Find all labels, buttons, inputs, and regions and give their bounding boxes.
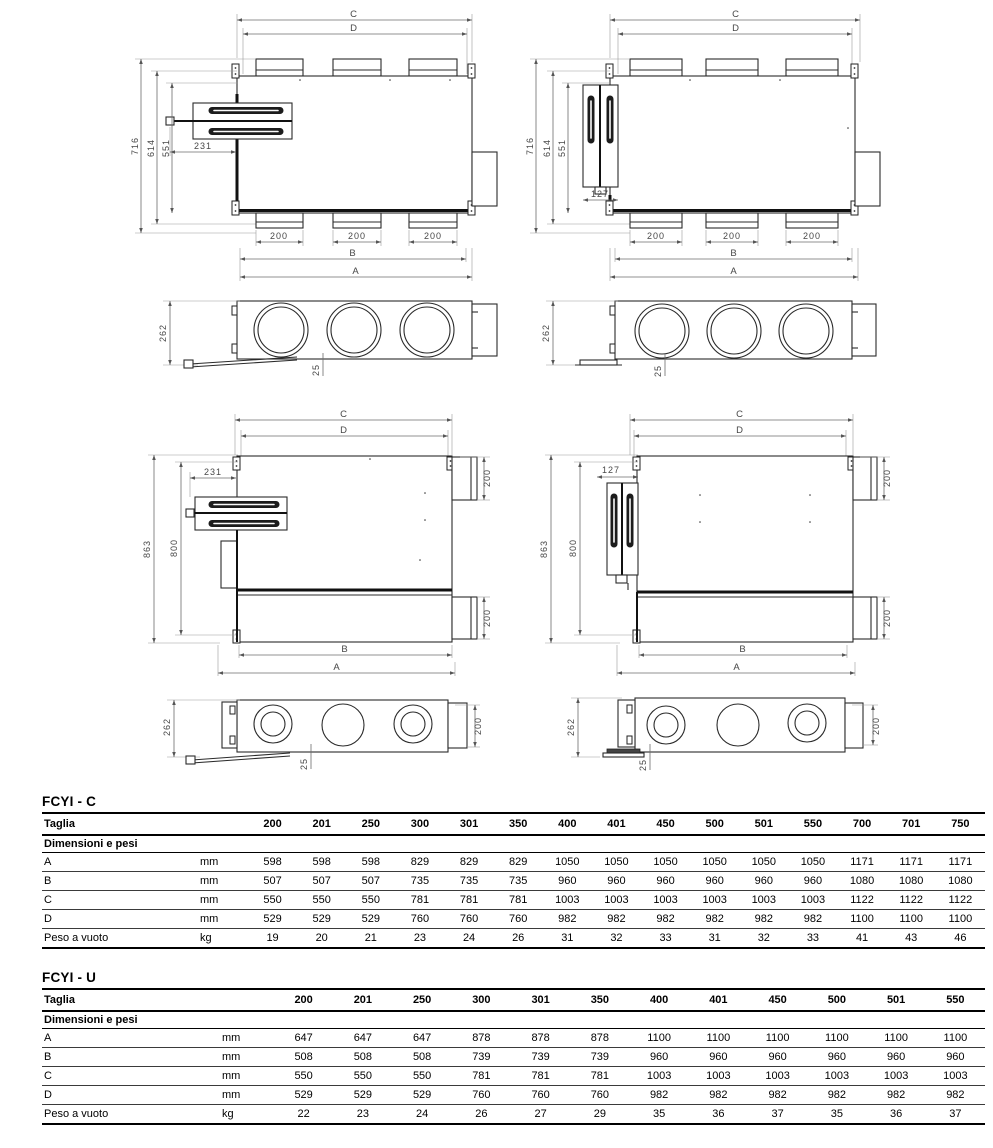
table-cell: 982: [689, 1086, 748, 1105]
table-cell: 781: [452, 1067, 511, 1086]
table-cell: 760: [452, 1086, 511, 1105]
unit-header: [198, 813, 248, 835]
row-label: C: [42, 891, 198, 910]
table-cell: 781: [570, 1067, 629, 1086]
table-cell: 400: [543, 813, 592, 835]
table-cell: 1050: [788, 853, 837, 872]
dimension-row-a: [42, 1029, 985, 1048]
table-cell: 700: [838, 813, 887, 835]
table-cell: 781: [445, 891, 494, 910]
dim-label: 716: [130, 136, 140, 156]
table-cell: 1100: [689, 1029, 748, 1048]
table-cell: 1003: [926, 1067, 985, 1086]
table-cell: 735: [494, 872, 543, 891]
dimension-row-b: [42, 872, 985, 891]
side-connection-box: [607, 483, 638, 590]
row-unit: mm: [220, 1067, 274, 1086]
table-cell: 529: [274, 1086, 333, 1105]
dim-label: 200: [482, 468, 492, 488]
table-title-fcyi-c: FCYI - C: [42, 794, 97, 809]
view-fcyi-c-plan: [130, 9, 497, 281]
table-cell: 960: [867, 1048, 926, 1067]
table-cell: 20: [297, 929, 346, 949]
dim-label: 200: [722, 231, 742, 241]
table-cell: 1003: [689, 1067, 748, 1086]
dim-label: 262: [541, 323, 551, 343]
table-cell: 1171: [887, 853, 936, 872]
dim-label: 551: [557, 138, 567, 158]
table-cell: 1003: [748, 1067, 807, 1086]
dim-label: C: [732, 9, 740, 20]
dimension-row-d: [42, 1086, 985, 1105]
table-cell: 1080: [838, 872, 887, 891]
section-label: Dimensioni e pesi: [42, 1011, 985, 1029]
unit-body: [237, 456, 452, 642]
table-cell: 982: [867, 1086, 926, 1105]
dim-label: A: [730, 266, 738, 277]
table-cell: 23: [333, 1105, 392, 1125]
table-cell: 250: [393, 989, 452, 1011]
table-cell: 529: [346, 910, 395, 929]
dim-label: 25: [299, 757, 309, 771]
table-section-fcyi-c: [42, 794, 985, 949]
table-cell: 26: [452, 1105, 511, 1125]
table-cell: 529: [248, 910, 297, 929]
table-cell: 760: [445, 910, 494, 929]
dim-label: A: [733, 662, 741, 673]
duct-collars-bottom: [630, 213, 838, 228]
table-cell: 508: [274, 1048, 333, 1067]
table-cell: 22: [274, 1105, 333, 1125]
table-cell: 201: [297, 813, 346, 835]
table-cell: 781: [511, 1067, 570, 1086]
table-cell: 960: [592, 872, 641, 891]
table-cell: 647: [333, 1029, 392, 1048]
table-cell: 400: [630, 989, 689, 1011]
row-unit: mm: [198, 910, 248, 929]
table-cell: 982: [690, 910, 739, 929]
row-label: Peso a vuoto: [42, 1105, 220, 1125]
dim-label: A: [352, 266, 360, 277]
table-section-fcyi-u: [42, 970, 985, 1125]
table-cell: 1003: [867, 1067, 926, 1086]
row-label: D: [42, 1086, 220, 1105]
table-cell: 1100: [887, 910, 936, 929]
dim-label: 231: [193, 141, 213, 151]
dim-label: B: [349, 248, 357, 259]
table-cell: 1100: [838, 910, 887, 929]
table-cell: 501: [867, 989, 926, 1011]
unit-body: [637, 456, 853, 642]
row-label: B: [42, 872, 198, 891]
table-cell: 960: [690, 872, 739, 891]
right-flange: [472, 152, 497, 206]
table-cell: 550: [333, 1067, 392, 1086]
table-cell: 36: [867, 1105, 926, 1125]
table-cell: 750: [936, 813, 985, 835]
table-cell: 735: [395, 872, 444, 891]
table-cell: 960: [926, 1048, 985, 1067]
row-unit: mm: [198, 891, 248, 910]
table-cell: 23: [395, 929, 444, 949]
dim-label: 200: [473, 716, 483, 736]
table-cell: 982: [788, 910, 837, 929]
row-label: D: [42, 910, 198, 929]
duct-collars-top: [630, 59, 838, 76]
table-cell: 550: [393, 1067, 452, 1086]
table-cell: 1100: [867, 1029, 926, 1048]
table-cell: 1050: [690, 853, 739, 872]
table-cell: 1003: [543, 891, 592, 910]
fcyi-c-table: [42, 812, 985, 949]
right-duct-collar: [853, 597, 877, 639]
table-cell: 647: [393, 1029, 452, 1048]
table-cell: 1003: [630, 1067, 689, 1086]
table-cell: 982: [543, 910, 592, 929]
dim-label: C: [350, 9, 358, 20]
view-fcyi-c-vertical: [142, 409, 492, 676]
table-cell: 301: [511, 989, 570, 1011]
table-cell: 529: [393, 1086, 452, 1105]
table-cell: 960: [748, 1048, 807, 1067]
dim-label: D: [736, 425, 744, 436]
table-cell: 24: [393, 1105, 452, 1125]
table-header-row: [42, 989, 985, 1011]
table-cell: 760: [395, 910, 444, 929]
dim-label: A: [333, 662, 341, 673]
table-cell: 982: [630, 1086, 689, 1105]
table-cell: 32: [739, 929, 788, 949]
dim-label: 200: [871, 716, 881, 736]
unit-body: [615, 301, 852, 359]
table-cell: 1100: [630, 1029, 689, 1048]
table-cell: 1050: [641, 853, 690, 872]
table-cell: 24: [445, 929, 494, 949]
table-cell: 35: [807, 1105, 866, 1125]
dimension-row-a: [42, 853, 985, 872]
table-cell: 1100: [807, 1029, 866, 1048]
row-unit: mm: [220, 1048, 274, 1067]
dim-label: D: [732, 23, 740, 34]
table-cell: 27: [511, 1105, 570, 1125]
table-cell: 760: [511, 1086, 570, 1105]
table-cell: 201: [333, 989, 392, 1011]
table-cell: 982: [926, 1086, 985, 1105]
table-cell: 829: [494, 853, 543, 872]
table-cell: 401: [689, 989, 748, 1011]
dimension-row-b: [42, 1048, 985, 1067]
dim-label: C: [736, 409, 744, 420]
dim-label: 800: [169, 538, 179, 558]
table-cell: 781: [395, 891, 444, 910]
table-cell: 598: [346, 853, 395, 872]
right-flange: [855, 152, 880, 206]
table-cell: 598: [248, 853, 297, 872]
table-cell: 960: [630, 1048, 689, 1067]
dim-label: 262: [566, 717, 576, 737]
table-cell: 33: [641, 929, 690, 949]
table-cell: 960: [739, 872, 788, 891]
side-connection-box: [186, 497, 287, 530]
table-cell: 982: [592, 910, 641, 929]
table-cell: 960: [689, 1048, 748, 1067]
table-cell: 550: [248, 891, 297, 910]
row-label: A: [42, 1029, 220, 1048]
dimension-row-c: [42, 1067, 985, 1086]
unit-body: [237, 76, 472, 213]
dim-label: 716: [525, 136, 535, 156]
table-cell: 300: [395, 813, 444, 835]
table-cell: 878: [452, 1029, 511, 1048]
dim-label: 551: [161, 138, 171, 158]
table-cell: 1003: [690, 891, 739, 910]
table-cell: 1080: [936, 872, 985, 891]
dim-label: 200: [347, 231, 367, 241]
table-cell: 760: [570, 1086, 629, 1105]
table-cell: 550: [274, 1067, 333, 1086]
table-cell: 29: [570, 1105, 629, 1125]
table-cell: 1003: [641, 891, 690, 910]
table-cell: 550: [346, 891, 395, 910]
table-cell: 960: [543, 872, 592, 891]
table-cell: 350: [570, 989, 629, 1011]
dim-label: B: [730, 248, 738, 259]
table-cell: 701: [887, 813, 936, 835]
dim-label: 614: [146, 138, 156, 158]
dim-label: 200: [269, 231, 289, 241]
table-cell: 739: [511, 1048, 570, 1067]
dim-label: 863: [142, 539, 152, 559]
table-cell: 960: [788, 872, 837, 891]
table-cell: 829: [445, 853, 494, 872]
table-title-fcyi-u: FCYI - U: [42, 970, 97, 985]
table-cell: 46: [936, 929, 985, 949]
table-cell: 529: [333, 1086, 392, 1105]
table-cell: 1100: [936, 910, 985, 929]
dim-label: 200: [482, 608, 492, 628]
dim-label: 262: [162, 717, 172, 737]
dim-label: 127: [590, 189, 610, 199]
taglia-header: Taglia: [42, 813, 198, 835]
table-cell: 1003: [739, 891, 788, 910]
table-cell: 1171: [936, 853, 985, 872]
dim-label: 25: [311, 363, 321, 377]
side-connection-box: [166, 103, 292, 139]
table-cell: 1100: [748, 1029, 807, 1048]
table-cell: 200: [248, 813, 297, 835]
table-cell: 1122: [936, 891, 985, 910]
view-fcyi-u-vertical-front: [566, 698, 881, 771]
table-cell: 350: [494, 813, 543, 835]
table-cell: 598: [297, 853, 346, 872]
view-fcyi-u-plan: [525, 9, 880, 281]
row-label: B: [42, 1048, 220, 1067]
dim-label: 262: [158, 323, 168, 343]
weight-row: [42, 929, 985, 949]
dim-label: D: [340, 425, 348, 436]
row-unit: kg: [220, 1105, 274, 1125]
dim-label: 800: [568, 538, 578, 558]
table-cell: 647: [274, 1029, 333, 1048]
unit-body: [610, 76, 855, 213]
table-cell: 878: [511, 1029, 570, 1048]
dim-label: 231: [203, 467, 223, 477]
dim-label: 200: [423, 231, 443, 241]
dimension-row-d: [42, 910, 985, 929]
table-cell: 1080: [887, 872, 936, 891]
dim-label: 200: [882, 468, 892, 488]
table-cell: 501: [739, 813, 788, 835]
table-cell: 1003: [807, 1067, 866, 1086]
unit-header: [220, 989, 274, 1011]
table-cell: 507: [297, 872, 346, 891]
dimension-row-c: [42, 891, 985, 910]
dim-label: 25: [638, 758, 648, 772]
table-cell: 41: [838, 929, 887, 949]
table-cell: 301: [445, 813, 494, 835]
table-cell: 1050: [592, 853, 641, 872]
duct-collars-bottom: [256, 213, 457, 228]
dim-label: 200: [882, 608, 892, 628]
row-unit: mm: [198, 853, 248, 872]
unit-body: [237, 700, 448, 752]
table-cell: 37: [926, 1105, 985, 1125]
table-cell: 1003: [788, 891, 837, 910]
dim-label: 25: [653, 364, 663, 378]
table-cell: 31: [543, 929, 592, 949]
table-cell: 32: [592, 929, 641, 949]
dim-label: D: [350, 23, 358, 34]
table-cell: 1050: [543, 853, 592, 872]
table-cell: 1003: [592, 891, 641, 910]
table-cell: 21: [346, 929, 395, 949]
fcyi-u-table: [42, 988, 985, 1125]
view-fcyi-u-front: [541, 301, 876, 377]
section-row: [42, 835, 985, 853]
table-cell: 1122: [838, 891, 887, 910]
table-cell: 1100: [926, 1029, 985, 1048]
weight-row: [42, 1105, 985, 1125]
table-cell: 33: [788, 929, 837, 949]
table-cell: 36: [689, 1105, 748, 1125]
table-cell: 735: [445, 872, 494, 891]
table-cell: 19: [248, 929, 297, 949]
table-cell: 500: [807, 989, 866, 1011]
side-connection-box: [583, 85, 618, 194]
table-cell: 450: [748, 989, 807, 1011]
condensate-drain-pan: [603, 749, 644, 757]
table-cell: 529: [297, 910, 346, 929]
table-cell: 739: [570, 1048, 629, 1067]
table-cell: 200: [274, 989, 333, 1011]
table-cell: 500: [690, 813, 739, 835]
dim-label: B: [739, 644, 747, 655]
condensate-drain-pan: [575, 360, 622, 365]
row-unit: kg: [198, 929, 248, 949]
table-cell: 35: [630, 1105, 689, 1125]
table-cell: 1122: [887, 891, 936, 910]
taglia-header: Taglia: [42, 989, 220, 1011]
dim-label: 127: [601, 465, 621, 475]
table-cell: 507: [248, 872, 297, 891]
dim-label: C: [340, 409, 348, 420]
dim-label: 614: [542, 138, 552, 158]
row-unit: mm: [198, 872, 248, 891]
condensate-drain-pan: [186, 753, 290, 764]
row-label: Peso a vuoto: [42, 929, 198, 949]
table-cell: 960: [807, 1048, 866, 1067]
table-cell: 878: [570, 1029, 629, 1048]
view-fcyi-u-vertical: [539, 409, 892, 676]
table-cell: 982: [807, 1086, 866, 1105]
view-fcyi-c-vertical-front: [162, 700, 483, 770]
dim-label: 200: [802, 231, 822, 241]
duct-collars-top: [256, 59, 457, 76]
section-label: Dimensioni e pesi: [42, 835, 985, 853]
dimension-tables: [0, 794, 993, 1125]
row-label: C: [42, 1067, 220, 1086]
table-cell: 37: [748, 1105, 807, 1125]
table-cell: 550: [297, 891, 346, 910]
table-cell: 401: [592, 813, 641, 835]
table-cell: 781: [494, 891, 543, 910]
table-header-row: [42, 813, 985, 835]
table-cell: 829: [395, 853, 444, 872]
table-cell: 450: [641, 813, 690, 835]
table-cell: 1171: [838, 853, 887, 872]
section-row: [42, 1011, 985, 1029]
table-cell: 982: [748, 1086, 807, 1105]
table-cell: 982: [739, 910, 788, 929]
right-duct-collar: [452, 457, 477, 500]
table-cell: 508: [393, 1048, 452, 1067]
dim-label: B: [341, 644, 349, 655]
right-duct-collar: [853, 457, 877, 500]
row-label: A: [42, 853, 198, 872]
table-cell: 960: [641, 872, 690, 891]
table-cell: 43: [887, 929, 936, 949]
table-cell: 739: [452, 1048, 511, 1067]
table-cell: 550: [926, 989, 985, 1011]
right-duct-collar: [452, 597, 477, 639]
table-cell: 550: [788, 813, 837, 835]
table-cell: 982: [641, 910, 690, 929]
table-cell: 31: [690, 929, 739, 949]
table-cell: 250: [346, 813, 395, 835]
dim-label: 863: [539, 539, 549, 559]
lower-duct-stub: [221, 541, 237, 588]
row-unit: mm: [220, 1029, 274, 1048]
table-cell: 1050: [739, 853, 788, 872]
row-unit: mm: [220, 1086, 274, 1105]
table-cell: 300: [452, 989, 511, 1011]
table-cell: 760: [494, 910, 543, 929]
table-cell: 26: [494, 929, 543, 949]
table-cell: 508: [333, 1048, 392, 1067]
view-fcyi-c-front: [158, 301, 497, 376]
table-cell: 507: [346, 872, 395, 891]
dim-label: 200: [646, 231, 666, 241]
